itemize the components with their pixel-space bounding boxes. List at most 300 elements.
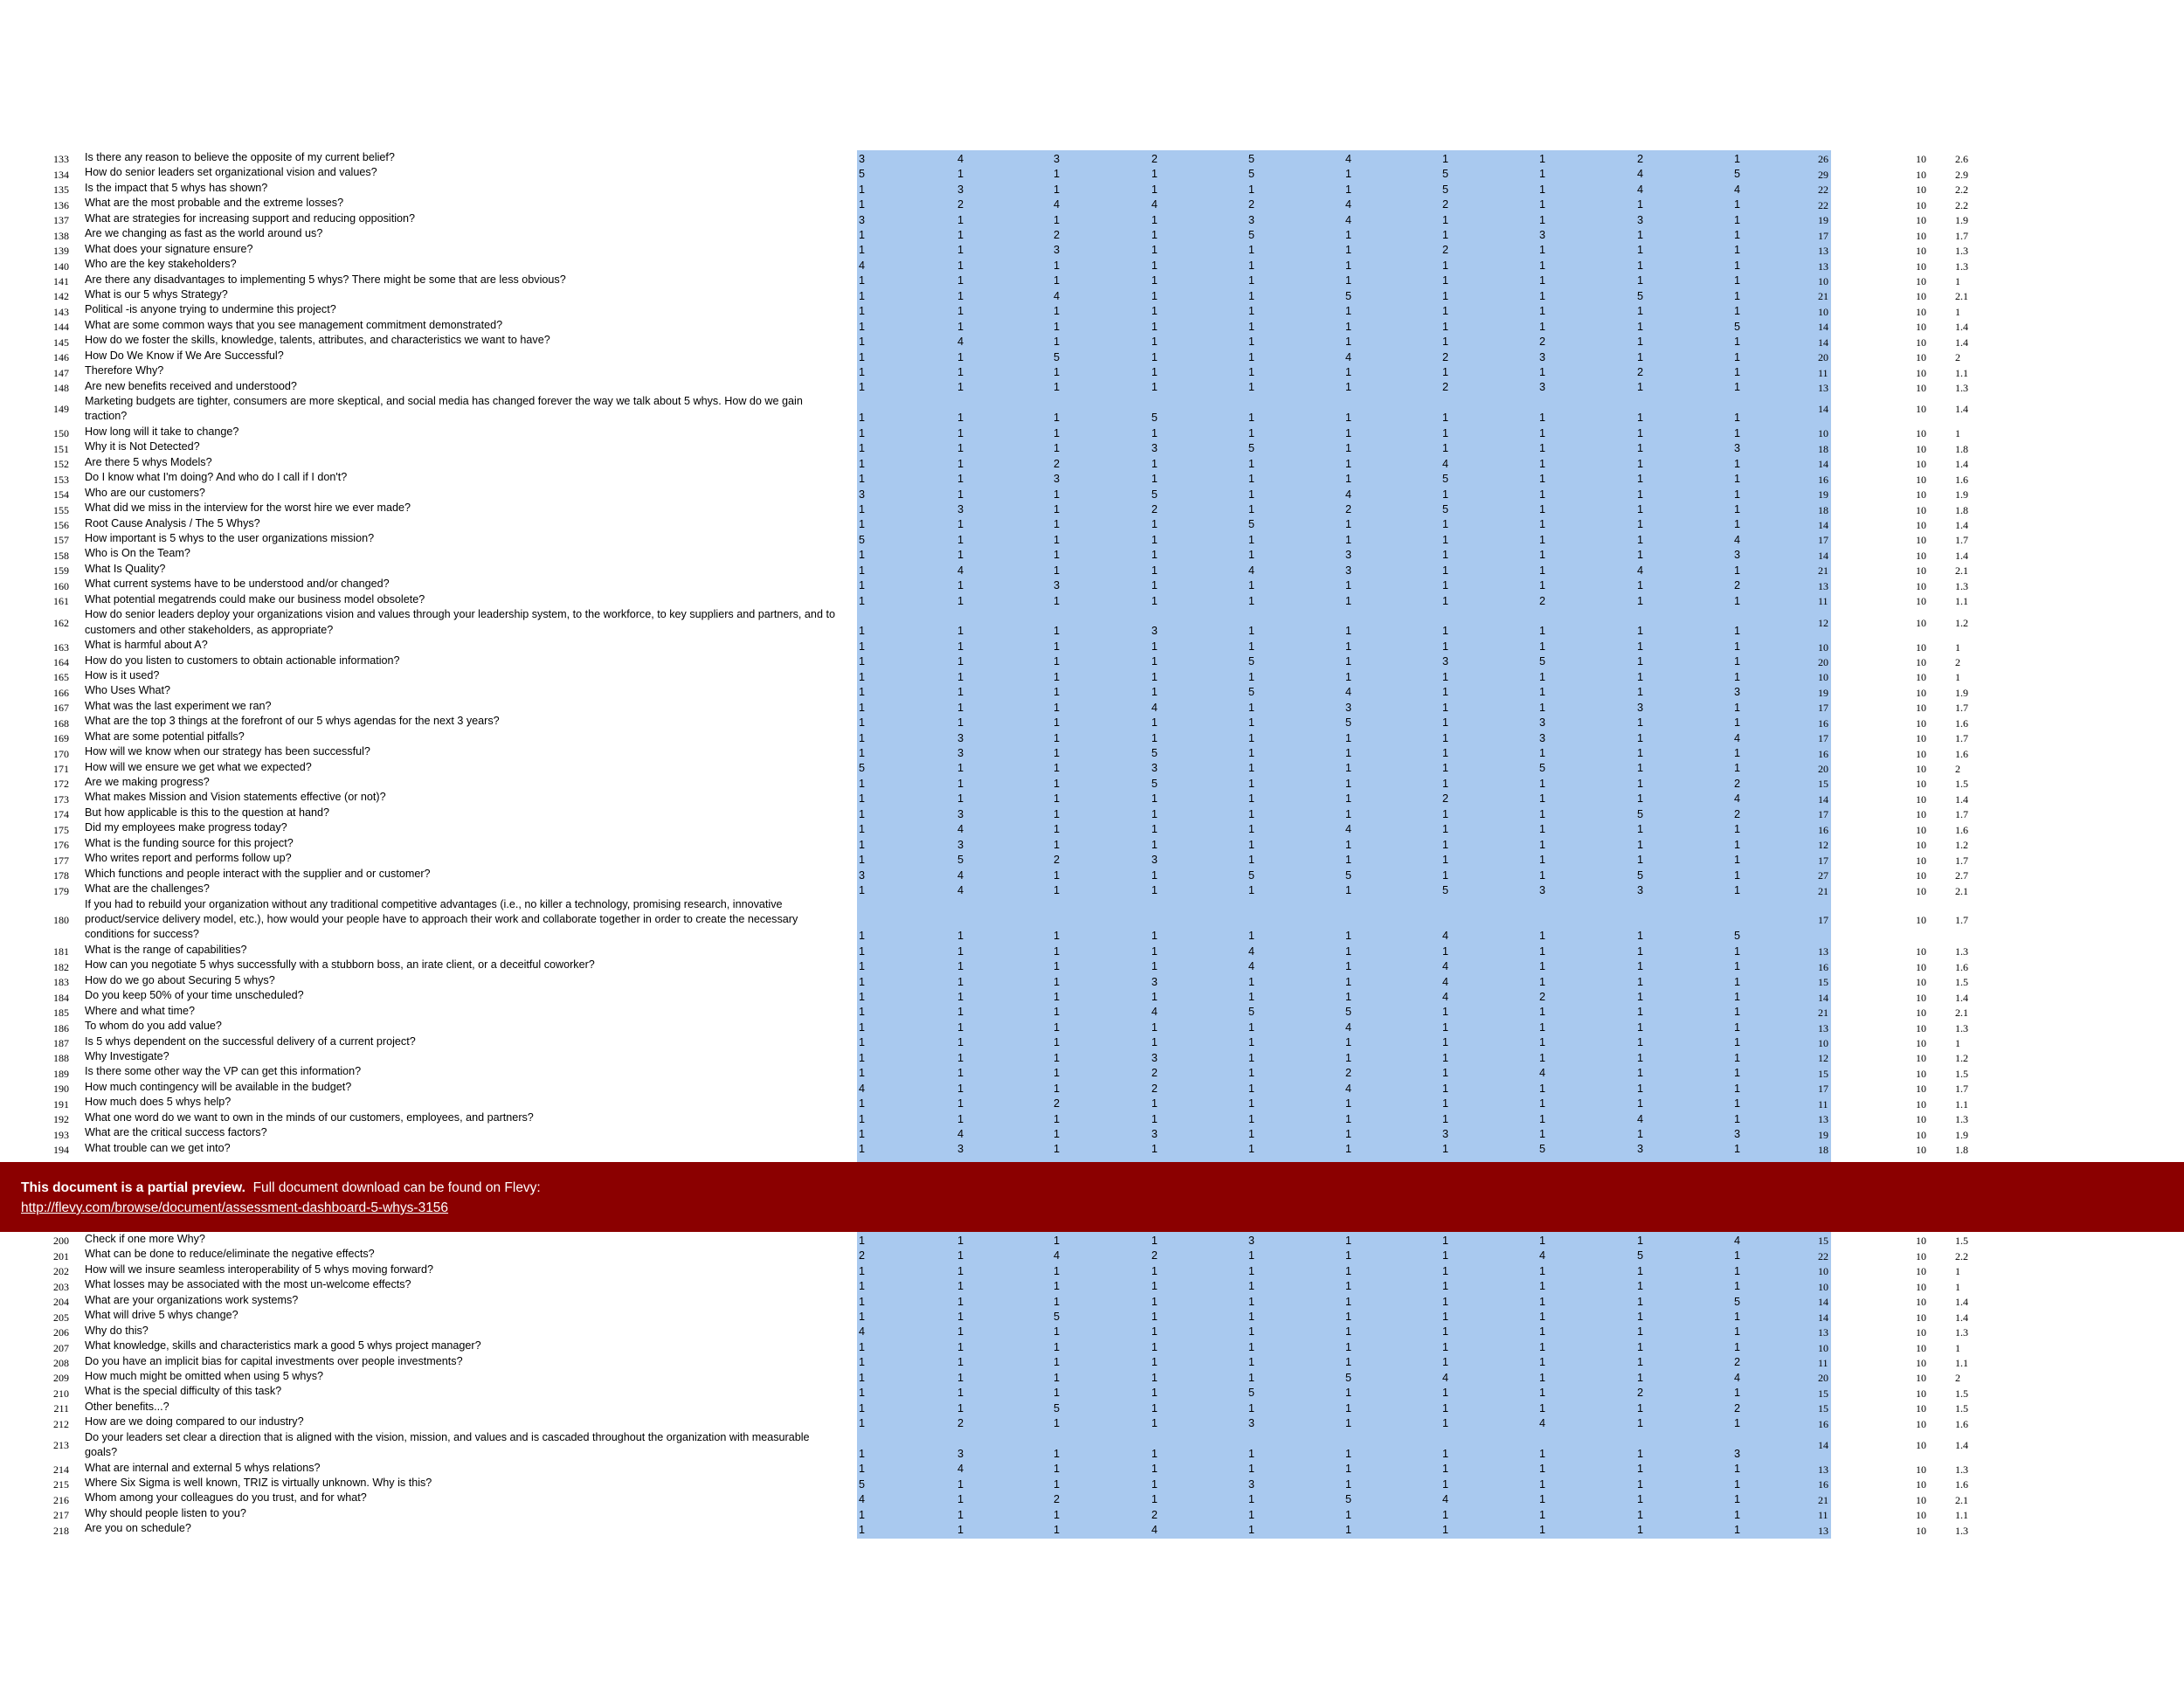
score-cell: 1	[1734, 1311, 1741, 1324]
row-number: 149	[53, 403, 69, 416]
score-cell: 1	[1734, 838, 1741, 851]
question-count: 10	[1916, 518, 1926, 531]
score-cell: 1	[859, 1143, 866, 1156]
score-cell: 2	[1151, 152, 1158, 165]
score-cell: 1	[1054, 868, 1061, 882]
score-cell: 3	[1151, 975, 1158, 988]
total-score: 16	[1818, 473, 1828, 486]
score-cell: 1	[1442, 426, 1449, 439]
score-cell: 1	[1054, 320, 1061, 333]
row-number: 145	[53, 336, 69, 349]
score-cell: 1	[1539, 502, 1546, 515]
score-cell: 1	[1734, 1249, 1741, 1263]
score-cell: 3	[1637, 883, 1644, 896]
table-row	[0, 439, 2184, 454]
question-count: 10	[1916, 564, 1926, 578]
table-row	[0, 486, 2184, 501]
question-text: Is there any reason to believe the opposite of my current belief?	[85, 151, 395, 163]
total-score: 15	[1818, 1402, 1828, 1415]
question-text: But how applicable is this to the question at hand?	[85, 806, 330, 819]
score-cell: 1	[859, 1508, 866, 1521]
score-cell: 1	[1539, 1234, 1546, 1247]
score-cell: 1	[1054, 1387, 1061, 1400]
table-row	[0, 790, 2184, 805]
score-cell: 1	[1248, 366, 1255, 378]
table-row	[0, 714, 2184, 729]
score-cell: 1	[1539, 473, 1546, 486]
score-cell: 1	[859, 594, 866, 607]
score-cell: 1	[1151, 1493, 1158, 1506]
score-cell: 1	[1442, 686, 1449, 699]
average-score: 1.3	[1955, 579, 1968, 592]
score-cell: 1	[1734, 152, 1741, 165]
score-cell: 3	[859, 488, 866, 501]
score-cell: 1	[1248, 1493, 1255, 1506]
total-score: 14	[1818, 403, 1828, 416]
score-cell: 5	[1539, 1143, 1546, 1156]
score-cell: 1	[957, 991, 964, 1004]
score-cell: 4	[1345, 488, 1352, 501]
score-cell: 1	[1151, 991, 1158, 1004]
table-row	[0, 363, 2184, 378]
total-score: 14	[1818, 549, 1828, 562]
score-cell: 1	[1539, 1524, 1546, 1537]
score-cell: 1	[957, 1401, 964, 1415]
score-cell: 1	[957, 1477, 964, 1491]
table-row	[0, 1506, 2184, 1521]
score-cell: 3	[1734, 1448, 1741, 1460]
score-cell: 3	[1734, 686, 1741, 699]
question-text: Are you on schedule?	[85, 1522, 191, 1535]
score-cell: 4	[1345, 198, 1352, 211]
score-cell: 2	[859, 1249, 866, 1263]
question-count: 10	[1916, 1356, 1926, 1369]
score-cell: 5	[957, 854, 964, 867]
question-text: How is it used?	[85, 668, 160, 681]
average-score: 1.1	[1955, 595, 1968, 608]
score-cell: 1	[1442, 1280, 1449, 1293]
score-cell: 1	[957, 1325, 964, 1339]
score-cell: 5	[1637, 807, 1644, 820]
score-cell: 1	[1637, 838, 1644, 851]
total-score: 22	[1818, 198, 1828, 211]
table-row	[0, 760, 2184, 775]
score-cell: 1	[1345, 168, 1352, 181]
score-cell: 1	[1734, 1264, 1741, 1277]
total-score: 10	[1818, 1265, 1828, 1278]
score-cell: 1	[957, 1067, 964, 1080]
score-cell: 1	[1637, 1234, 1644, 1247]
score-cell: 4	[957, 336, 964, 349]
table-row	[0, 546, 2184, 561]
score-cell: 1	[1637, 259, 1644, 272]
question-text: Are we making progress?	[85, 776, 210, 789]
score-cell: 3	[1054, 473, 1061, 486]
average-score: 1	[1955, 274, 1960, 287]
score-cell: 1	[1734, 473, 1741, 486]
score-cell: 1	[1734, 1340, 1741, 1353]
question-text: What current systems have to be understood and/or changed?	[85, 578, 390, 591]
score-cell: 5	[1054, 1401, 1061, 1415]
question-count: 10	[1916, 321, 1926, 334]
score-cell: 1	[1054, 883, 1061, 896]
score-cell: 1	[1734, 823, 1741, 836]
score-cell: 1	[957, 457, 964, 470]
question-text: What are the critical success factors?	[85, 1126, 267, 1139]
question-count: 10	[1916, 1417, 1926, 1430]
score-cell: 1	[957, 944, 964, 958]
score-cell: 1	[1345, 1356, 1352, 1369]
score-cell: 1	[1734, 426, 1741, 439]
question-count: 10	[1916, 1463, 1926, 1477]
question-text: What are your organizations work systems?	[85, 1293, 299, 1306]
table-row	[0, 150, 2184, 165]
score-cell: 5	[1248, 442, 1255, 455]
score-cell: 1	[1539, 1387, 1546, 1400]
row-number: 154	[53, 488, 69, 502]
score-cell: 1	[1442, 442, 1449, 455]
total-score: 12	[1818, 1052, 1828, 1065]
total-score: 14	[1818, 1311, 1828, 1324]
score-cell: 1	[1151, 1264, 1158, 1277]
score-cell: 1	[1442, 564, 1449, 577]
score-cell: 1	[1442, 336, 1449, 349]
score-cell: 1	[859, 305, 866, 318]
score-cell: 4	[1345, 686, 1352, 699]
table-row	[0, 1521, 2184, 1536]
average-score: 2.1	[1955, 290, 1968, 303]
score-cell: 1	[1734, 883, 1741, 896]
score-cell: 1	[1345, 1463, 1352, 1476]
question-count: 10	[1916, 1249, 1926, 1263]
score-cell: 1	[1248, 625, 1255, 638]
score-cell: 5	[1442, 473, 1449, 486]
score-cell: 2	[1054, 1493, 1061, 1506]
average-score: 1.3	[1955, 259, 1968, 273]
table-row	[0, 1095, 2184, 1110]
score-cell: 1	[1442, 1051, 1449, 1064]
average-score: 1.6	[1955, 1417, 1968, 1430]
score-cell: 1	[1151, 944, 1158, 958]
score-cell: 2	[1248, 198, 1255, 211]
score-cell: 1	[1345, 579, 1352, 592]
score-cell: 1	[1734, 229, 1741, 242]
score-cell: 1	[859, 518, 866, 531]
average-score: 1.5	[1955, 1235, 1968, 1248]
score-cell: 4	[1734, 792, 1741, 806]
score-cell: 1	[1054, 1067, 1061, 1080]
score-cell: 1	[1054, 716, 1061, 730]
average-score: 1.3	[1955, 1113, 1968, 1126]
row-number: 136	[53, 198, 69, 211]
question-count: 10	[1916, 403, 1926, 416]
score-cell: 1	[1054, 1524, 1061, 1537]
average-score: 1.6	[1955, 960, 1968, 973]
row-number: 158	[53, 549, 69, 562]
score-cell: 1	[957, 168, 964, 181]
score-cell: 1	[859, 1036, 866, 1049]
score-cell: 1	[1637, 1417, 1644, 1430]
score-cell: 1	[1442, 1401, 1449, 1415]
table-row	[0, 699, 2184, 714]
total-score: 16	[1818, 1417, 1828, 1430]
question-text: Other benefits...?	[85, 1400, 169, 1413]
score-cell: 1	[1151, 1387, 1158, 1400]
score-cell: 1	[1151, 1112, 1158, 1125]
score-cell: 4	[1442, 1493, 1449, 1506]
score-cell: 1	[1248, 883, 1255, 896]
score-cell: 1	[859, 1234, 866, 1247]
score-cell: 2	[957, 1417, 964, 1430]
score-cell: 1	[1637, 1036, 1644, 1049]
score-cell: 1	[1248, 991, 1255, 1004]
row-number: 192	[53, 1113, 69, 1126]
question-text: What Is Quality?	[85, 562, 166, 575]
score-cell: 1	[1345, 1448, 1352, 1460]
question-count: 10	[1916, 763, 1926, 776]
score-cell: 1	[1539, 1311, 1546, 1324]
score-cell: 1	[1248, 670, 1255, 683]
question-count: 10	[1916, 1372, 1926, 1385]
average-score: 1.9	[1955, 1128, 1968, 1141]
score-cell: 1	[957, 1112, 964, 1125]
score-cell: 1	[1248, 1067, 1255, 1080]
score-cell: 1	[1539, 686, 1546, 699]
question-text: Therefore Why?	[85, 364, 164, 377]
score-cell: 1	[957, 518, 964, 531]
score-cell: 1	[1637, 320, 1644, 333]
score-cell: 1	[859, 991, 866, 1004]
score-cell: 1	[1734, 762, 1741, 775]
score-cell: 1	[859, 502, 866, 515]
score-cell: 1	[1442, 868, 1449, 882]
question-text: How do you listen to customers to obtain actionable information?	[85, 654, 400, 667]
score-cell: 1	[1248, 807, 1255, 820]
score-cell: 4	[957, 1128, 964, 1140]
score-cell: 1	[1734, 213, 1741, 226]
score-cell: 3	[1054, 244, 1061, 257]
score-cell: 1	[1539, 533, 1546, 546]
score-cell: 1	[1539, 457, 1546, 470]
score-cell: 1	[1734, 1524, 1741, 1537]
average-score: 1	[1955, 1341, 1960, 1354]
average-score: 1.6	[1955, 1478, 1968, 1491]
table-row	[0, 654, 2184, 668]
total-score: 13	[1818, 1113, 1828, 1126]
score-cell: 1	[1442, 1249, 1449, 1263]
table-row	[0, 1064, 2184, 1079]
score-cell: 1	[1637, 991, 1644, 1004]
score-cell: 1	[1442, 1295, 1449, 1308]
score-cell: 3	[1151, 442, 1158, 455]
score-cell: 1	[1442, 289, 1449, 302]
score-cell: 1	[1539, 442, 1546, 455]
score-cell: 1	[1637, 1448, 1644, 1460]
score-cell: 4	[859, 259, 866, 272]
score-cell: 5	[1442, 883, 1449, 896]
score-cell: 4	[1539, 1249, 1546, 1263]
score-cell: 1	[1442, 213, 1449, 226]
score-cell: 1	[1734, 747, 1741, 759]
score-cell: 1	[1054, 1340, 1061, 1353]
score-cell: 1	[859, 1387, 866, 1400]
score-cell: 1	[1637, 1128, 1644, 1140]
score-cell: 1	[1539, 975, 1546, 988]
table-row	[0, 1004, 2184, 1019]
score-cell: 1	[1054, 930, 1061, 943]
row-number: 157	[53, 534, 69, 547]
score-cell: 1	[1734, 960, 1741, 973]
question-count: 10	[1916, 168, 1926, 181]
question-count: 10	[1916, 716, 1926, 730]
score-cell: 4	[859, 1082, 866, 1095]
row-number: 194	[53, 1144, 69, 1157]
average-score: 1.7	[1955, 534, 1968, 547]
row-number: 167	[53, 702, 69, 715]
score-cell: 1	[957, 244, 964, 257]
table-row	[0, 607, 2184, 638]
score-cell: 1	[1151, 473, 1158, 486]
question-count: 10	[1916, 1524, 1926, 1537]
question-text: Do you have an implicit bias for capital investments over people investments?	[85, 1354, 463, 1367]
average-score: 2.7	[1955, 869, 1968, 882]
row-number: 206	[53, 1326, 69, 1339]
question-text: How do we foster the skills, knowledge, talents, attributes, and characteristics we want to have?	[85, 334, 550, 347]
score-cell: 2	[1151, 1067, 1158, 1080]
score-cell: 1	[1734, 1508, 1741, 1521]
score-cell: 1	[1539, 549, 1546, 562]
total-score: 13	[1818, 382, 1828, 395]
score-cell: 5	[1442, 168, 1449, 181]
total-score: 12	[1818, 616, 1828, 629]
score-cell: 3	[1442, 655, 1449, 668]
score-cell: 1	[1637, 1325, 1644, 1339]
score-cell: 5	[859, 1477, 866, 1491]
average-score: 1.4	[1955, 991, 1968, 1004]
score-cell: 1	[1637, 930, 1644, 943]
score-cell: 1	[957, 412, 964, 425]
score-cell: 1	[1345, 883, 1352, 896]
score-cell: 1	[1442, 412, 1449, 425]
question-text: Who are our customers?	[85, 486, 205, 499]
row-number: 151	[53, 442, 69, 455]
table-row	[0, 1324, 2184, 1339]
score-cell: 1	[859, 579, 866, 592]
preview-banner	[0, 1162, 2184, 1232]
score-cell: 1	[957, 259, 964, 272]
score-cell: 1	[957, 1020, 964, 1034]
score-cell: 1	[1637, 655, 1644, 668]
banner-download-link[interactable]: http://flevy.com/browse/document/assessment-dashboard-5-whys-3156	[21, 1200, 449, 1215]
score-cell: 1	[1734, 1493, 1741, 1506]
score-cell: 1	[1248, 762, 1255, 775]
row-number: 182	[53, 960, 69, 973]
question-count: 10	[1916, 808, 1926, 821]
score-cell: 1	[859, 716, 866, 730]
total-score: 12	[1818, 839, 1828, 852]
score-cell: 1	[1345, 1280, 1352, 1293]
score-cell: 1	[1054, 1325, 1061, 1339]
question-count: 10	[1916, 214, 1926, 227]
table-row	[0, 577, 2184, 591]
score-cell: 1	[1345, 930, 1352, 943]
score-cell: 1	[1637, 777, 1644, 790]
score-cell: 1	[1637, 502, 1644, 515]
score-cell: 1	[1345, 854, 1352, 867]
score-cell: 3	[1151, 854, 1158, 867]
total-score: 15	[1818, 778, 1828, 791]
score-cell: 1	[1539, 792, 1546, 806]
score-cell: 1	[1442, 1463, 1449, 1476]
score-cell: 1	[859, 1280, 866, 1293]
score-cell: 3	[1539, 229, 1546, 242]
score-cell: 4	[1345, 823, 1352, 836]
score-cell: 5	[1151, 412, 1158, 425]
score-cell: 1	[1345, 1340, 1352, 1353]
score-cell: 1	[1054, 991, 1061, 1004]
total-score: 15	[1818, 1235, 1828, 1248]
score-cell: 1	[1637, 488, 1644, 501]
score-cell: 3	[1539, 731, 1546, 744]
score-cell: 1	[1442, 518, 1449, 531]
score-cell: 5	[1442, 183, 1449, 196]
question-text: What did we miss in the interview for the worst hire we ever made?	[85, 502, 411, 515]
table-row	[0, 943, 2184, 958]
score-cell: 1	[1539, 777, 1546, 790]
row-number: 218	[53, 1524, 69, 1537]
score-cell: 1	[1637, 1020, 1644, 1034]
score-cell: 2	[1151, 502, 1158, 515]
score-cell: 1	[1442, 701, 1449, 714]
score-cell: 1	[1637, 381, 1644, 394]
score-cell: 1	[1734, 1036, 1741, 1049]
row-number: 134	[53, 168, 69, 181]
score-cell: 1	[1734, 1082, 1741, 1095]
score-cell: 1	[1054, 502, 1061, 515]
total-score: 29	[1818, 168, 1828, 181]
score-cell: 1	[859, 1051, 866, 1064]
score-cell: 1	[1539, 426, 1546, 439]
score-cell: 1	[1442, 1006, 1449, 1019]
score-cell: 1	[957, 1249, 964, 1263]
score-cell: 1	[1734, 1387, 1741, 1400]
row-number: 204	[53, 1296, 69, 1309]
score-cell: 1	[1054, 1356, 1061, 1369]
total-score: 17	[1818, 534, 1828, 547]
average-score: 1.3	[1955, 1021, 1968, 1034]
row-number: 200	[53, 1235, 69, 1248]
question-text: Why do this?	[85, 1324, 149, 1337]
total-score: 18	[1818, 442, 1828, 455]
score-cell: 1	[1637, 1401, 1644, 1415]
row-number: 172	[53, 778, 69, 791]
table-row	[0, 1110, 2184, 1125]
table-row	[0, 1415, 2184, 1429]
score-cell: 1	[1734, 518, 1741, 531]
question-count: 10	[1916, 616, 1926, 629]
score-cell: 1	[859, 807, 866, 820]
score-cell: 1	[1734, 1067, 1741, 1080]
score-cell: 1	[1345, 960, 1352, 973]
score-cell: 1	[1151, 1234, 1158, 1247]
row-number: 147	[53, 366, 69, 379]
question-text: Who Uses What?	[85, 684, 170, 697]
score-cell: 5	[1345, 1493, 1352, 1506]
score-cell: 1	[859, 1311, 866, 1324]
score-cell: 1	[1054, 701, 1061, 714]
score-cell: 4	[1345, 213, 1352, 226]
score-cell: 1	[1248, 1356, 1255, 1369]
